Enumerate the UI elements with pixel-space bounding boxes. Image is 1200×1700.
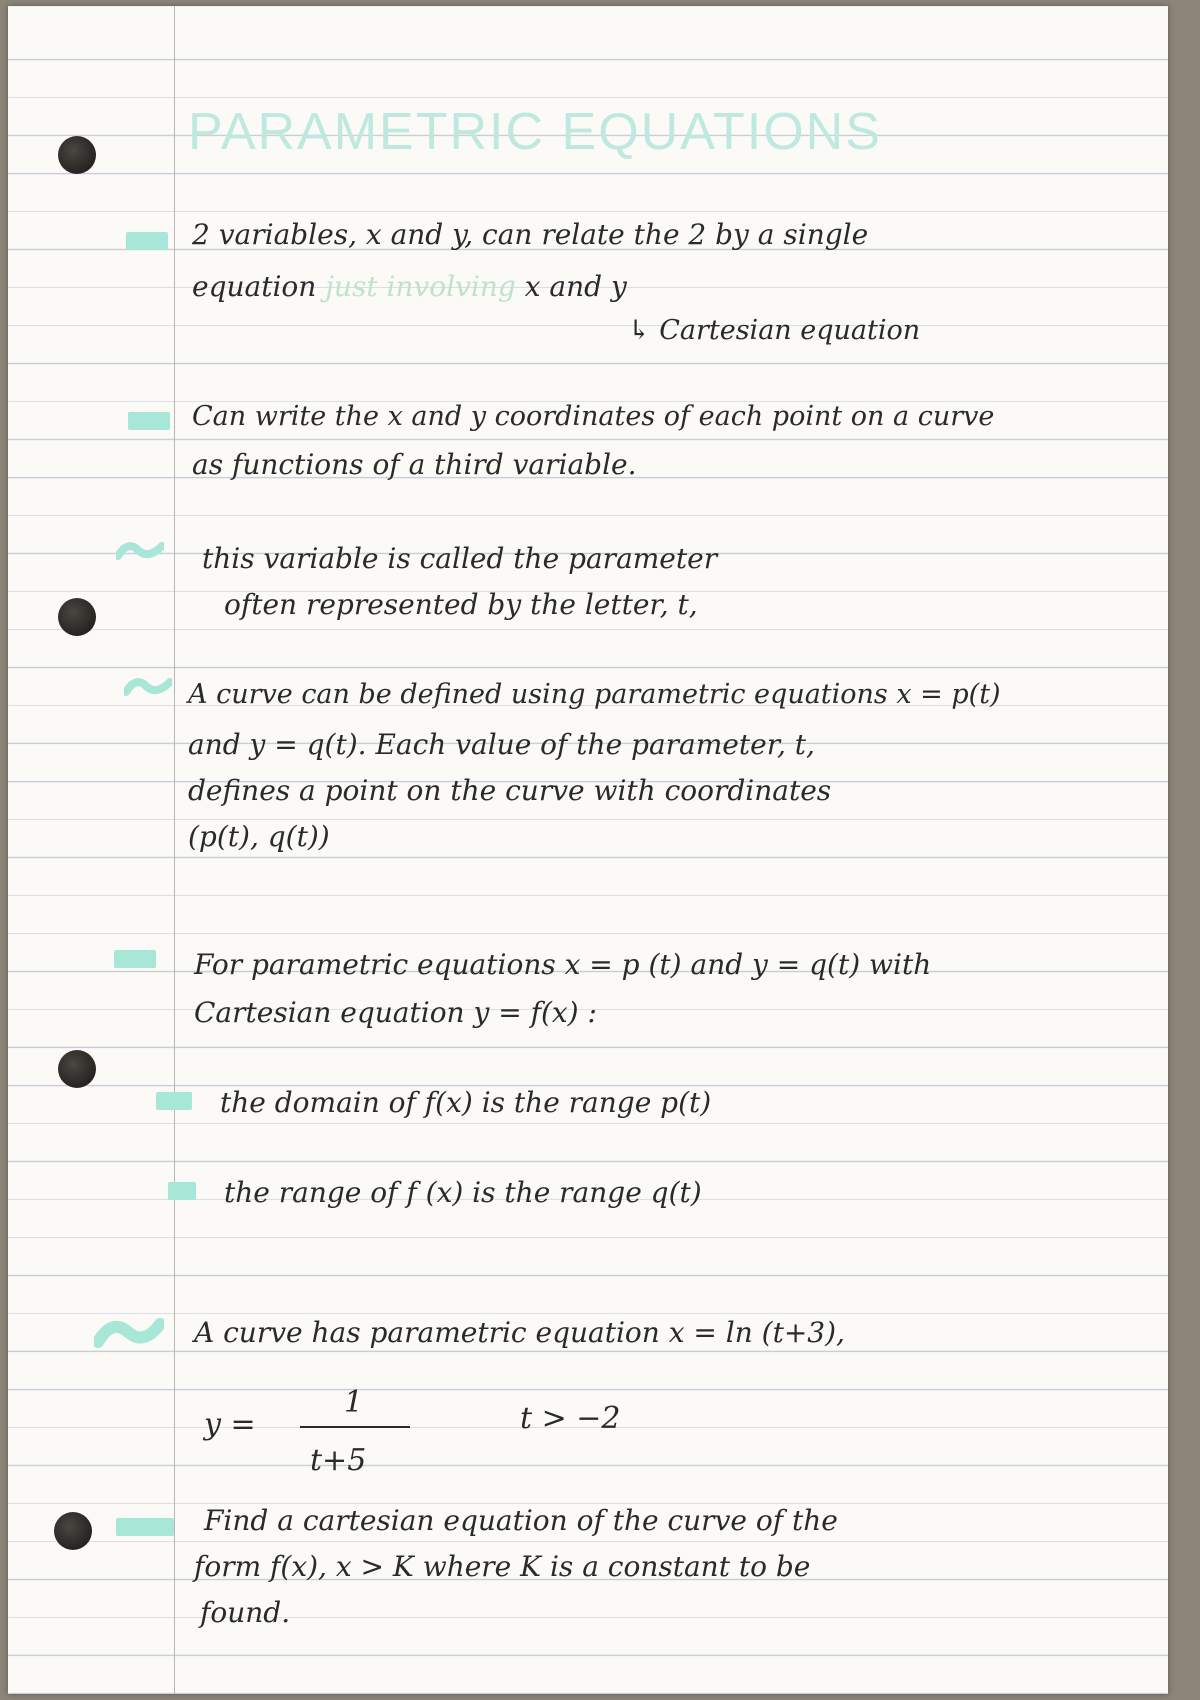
highlight-wave-icon [116, 538, 164, 562]
page-title: PARAMETRIC EQUATIONS [188, 103, 882, 161]
notebook-page [8, 6, 1168, 1694]
highlight-block-icon [126, 232, 168, 250]
highlight-block-icon [156, 1092, 192, 1110]
highlight-block-icon [114, 950, 156, 968]
highlight-block-icon [128, 412, 170, 430]
highlight-wave-icon [124, 674, 172, 698]
note-text: the range of f (x) is the range q(t) [224, 1176, 702, 1209]
highlight-block-icon [116, 1518, 174, 1536]
note-text: and y = q(t). Each value of the parameter, t, [188, 728, 815, 761]
equation-lhs: y = [204, 1407, 256, 1442]
highlight-wave-icon [94, 1314, 164, 1348]
note-text: Find a cartesian equation of the curve of the [204, 1504, 838, 1537]
note-text: A curve has parametric equation x = ln (t+3), [194, 1316, 845, 1349]
note-text-segment: x and y [524, 270, 627, 303]
punch-hole [58, 598, 96, 636]
highlight-block-icon [168, 1182, 196, 1200]
note-text: A curve can be defined using parametric equations x = p(t) [188, 679, 1001, 710]
note-text: For parametric equations x = p (t) and y = q(t) with [194, 948, 932, 981]
note-text: form f(x), x > K where K is a constant to be [194, 1550, 811, 1583]
fraction-denominator: t+5 [310, 1443, 367, 1478]
note-text: found. [200, 1596, 291, 1629]
note-text: the domain of f(x) is the range p(t) [220, 1086, 712, 1119]
punch-hole [58, 136, 96, 174]
note-text: Can write the x and y coordinates of each point on a curve [192, 401, 995, 432]
punch-hole [58, 1050, 96, 1088]
condition-text: t > −2 [520, 1401, 621, 1436]
note-text: this variable is called the parameter [202, 542, 718, 575]
note-text: as functions of a third variable. [192, 448, 637, 481]
fraction-numerator: 1 [344, 1385, 364, 1420]
note-text: defines a point on the curve with coordinates [188, 774, 832, 807]
punch-hole [54, 1512, 92, 1550]
fraction-bar [300, 1426, 410, 1428]
margin-line [174, 6, 175, 1694]
note-text-light: just involving [325, 270, 516, 303]
note-text: often represented by the letter, t, [224, 588, 698, 621]
note-text: ↳ Cartesian equation [628, 315, 921, 346]
note-text-segment: equation [192, 270, 317, 303]
note-text [192, 268, 627, 306]
note-text: Cartesian equation y = f(x) : [194, 996, 597, 1029]
note-text: 2 variables, x and y, can relate the 2 by a single [192, 218, 869, 251]
note-text: (p(t), q(t)) [188, 820, 330, 853]
